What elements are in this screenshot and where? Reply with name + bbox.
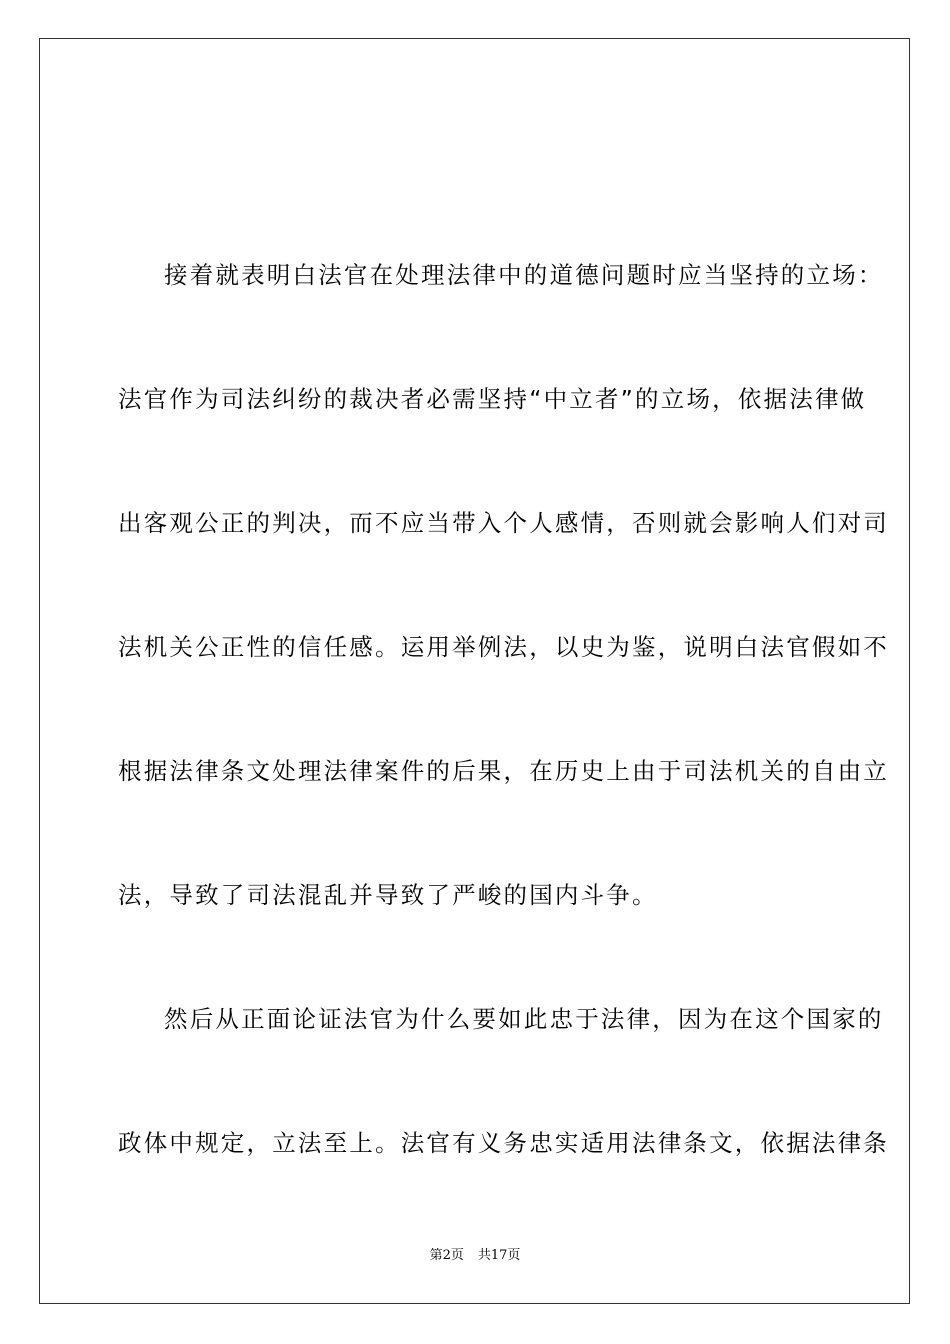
paragraph-line-1: 接着就表明白法官在处理法律中的道德问题时应当坚持的立场： bbox=[164, 261, 884, 289]
paragraph-line-7: 然后从正面论证法官为什么要如此忠于法律，因为在这个国家的 bbox=[164, 1005, 884, 1033]
paragraph-line-4: 法机关公正性的信任感。运用举例法，以史为鉴，说明白法官假如不 bbox=[118, 633, 889, 661]
paragraph-line-8: 政体中规定，立法至上。法官有义务忠实适用法律条文，依据法律条 bbox=[118, 1129, 889, 1157]
page-border bbox=[39, 38, 910, 1304]
paragraph-line-3: 出客观公正的判决，而不应当带入个人感情，否则就会影响人们对司 bbox=[118, 509, 889, 537]
page-footer bbox=[0, 1247, 950, 1265]
paragraph-line-5: 根据法律条文处理法律案件的后果，在历史上由于司法机关的自由立 bbox=[118, 757, 889, 785]
paragraph-line-6: 法，导致了司法混乱并导致了严峻的国内斗争。 bbox=[118, 881, 658, 909]
paragraph-line-2: 法官作为司法纠纷的裁决者必需坚持“中立者”的立场，依据法律做 bbox=[118, 385, 867, 413]
page-total: 共17页 bbox=[477, 1248, 521, 1263]
page-number: 第2页 bbox=[429, 1248, 464, 1263]
